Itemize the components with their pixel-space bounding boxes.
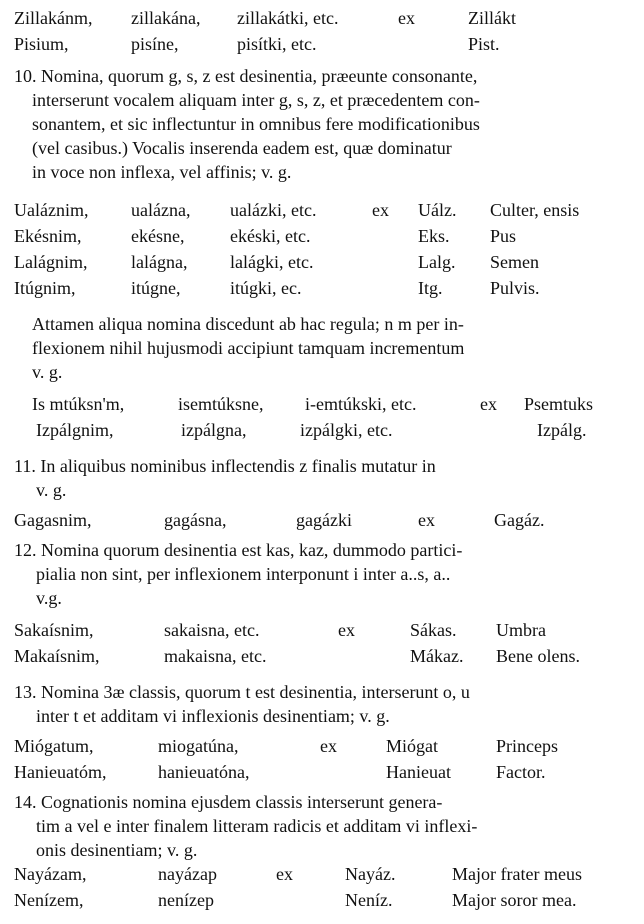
paragraph-line: 13. Nomina 3æ classis, quorum t est desinentia, interserunt o, u (14, 682, 470, 702)
table-row (0, 392, 644, 416)
form-2: ualázna, (131, 200, 191, 220)
paragraph-line: v.g. (36, 588, 62, 608)
root-word: Gagáz. (494, 510, 545, 530)
form-3: lalágki, etc. (230, 252, 314, 272)
table-row (0, 618, 644, 642)
meaning: Pus (490, 226, 517, 246)
form-1: Izpálgnim, (36, 420, 114, 440)
ex-word: ex (418, 510, 435, 530)
paragraph-line: inter t et additam vi inflexionis desinentiam; v. g. (36, 706, 390, 726)
form-3: gagázki (296, 510, 352, 530)
paragraph-line: 10. Nomina, quorum g, s, z est desinentia, præeunte consonante, (14, 66, 478, 86)
table-row (0, 862, 644, 886)
form-1: Ualáznim, (14, 200, 89, 220)
rule-14-paragraph (14, 790, 624, 862)
paragraph-line: interserunt vocalem aliquam inter g, s, z, et præcedentem con- (32, 90, 480, 110)
rule-12-paragraph (14, 538, 624, 610)
root-word: Psemtuks (524, 394, 594, 414)
meaning: Bene olens. (496, 646, 580, 666)
table-row (0, 644, 644, 668)
meaning: Culter, ensis (490, 200, 580, 220)
table-row (0, 250, 644, 274)
meaning: Umbra (496, 620, 546, 640)
form-3: itúgki, ec. (230, 278, 302, 298)
form-1: Nayázam, (14, 864, 87, 884)
root-word: Neníz. (345, 890, 393, 910)
form-2: hanieuatóna, (158, 762, 250, 782)
form-1: Zillakánm, (14, 8, 93, 28)
table-row (0, 508, 644, 532)
table-row (0, 888, 644, 912)
root-word: Eks. (418, 226, 450, 246)
form-1: Hanieuatóm, (14, 762, 107, 782)
form-1: Ekésnim, (14, 226, 82, 246)
ex-word: ex (338, 620, 355, 640)
table-row (0, 760, 644, 784)
meaning: Pulvis. (490, 278, 540, 298)
form-2: lalágna, (131, 252, 188, 272)
meaning: Semen (490, 252, 539, 272)
paragraph-line: in voce non inflexa, vel affinis; v. g. (32, 162, 292, 182)
form-2: miogatúna, (158, 736, 239, 756)
meaning: Princeps (496, 736, 558, 756)
paragraph-line: 11. In aliquibus nominibus inflectendis z finalis mutatur in (14, 456, 436, 476)
table-row (0, 418, 644, 442)
paragraph-line: v. g. (36, 480, 67, 500)
form-1: Pisium, (14, 34, 69, 54)
rule-10-paragraph (14, 64, 624, 184)
form-2: pisíne, (131, 34, 179, 54)
form-2: makaisna, etc. (164, 646, 267, 666)
ex-word: ex (320, 736, 337, 756)
form-2: gagásna, (164, 510, 227, 530)
form-3: pisítki, etc. (237, 34, 317, 54)
form-3: ualázki, etc. (230, 200, 317, 220)
ex-word: ex (480, 394, 497, 414)
paragraph-line: Attamen aliqua nomina discedunt ab hac regula; n m per in- (32, 314, 464, 334)
form-1: Itúgnim, (14, 278, 76, 298)
form-1: Miógatum, (14, 736, 94, 756)
paragraph-line: flexionem nihil hujusmodi accipiunt tamquam incrementum (32, 338, 465, 358)
root-word: Sákas. (410, 620, 457, 640)
paragraph-line: 12. Nomina quorum desinentia est kas, kaz, dummodo partici- (14, 540, 463, 560)
paragraph-line: (vel casibus.) Vocalis inserenda eadem est, quæ dominatur (32, 138, 452, 158)
form-2: izpálgna, (181, 420, 247, 440)
root-word: Mákaz. (410, 646, 464, 666)
form-2: sakaisna, etc. (164, 620, 260, 640)
root-word: Miógat (386, 736, 438, 756)
root-word: Nayáz. (345, 864, 396, 884)
form-1: Nenízem, (14, 890, 84, 910)
root-word: Pist. (468, 34, 500, 54)
table-row (0, 198, 644, 222)
form-1: Makaísnim, (14, 646, 100, 666)
ex-word: ex (276, 864, 293, 884)
form-3: ekéski, etc. (230, 226, 311, 246)
form-2: nenízep (158, 890, 214, 910)
rule-13-paragraph (14, 680, 624, 728)
paragraph-line: v. g. (32, 362, 63, 382)
paragraph-line: tim a vel e inter finalem litteram radicis et additam vi inflexi- (36, 816, 478, 836)
ex-word: ex (398, 8, 415, 28)
form-1: Gagasnim, (14, 510, 92, 530)
root-word: Lalg. (418, 252, 456, 272)
form-1: Sakaísnim, (14, 620, 94, 640)
paragraph-line: pialia non sint, per inflexionem interponunt i inter a..s, a.. (36, 564, 451, 584)
root-word: Hanieuat (386, 762, 451, 782)
rule-11-paragraph (14, 454, 624, 502)
form-3: i-emtúkski, etc. (305, 394, 417, 414)
table-row (0, 32, 644, 56)
form-1: Lalágnim, (14, 252, 88, 272)
form-2: zillakána, (131, 8, 201, 28)
root-word: Izpálg. (537, 420, 587, 440)
form-2: isemtúksne, (178, 394, 264, 414)
paragraph-line: onis desinentiam; v. g. (36, 840, 198, 860)
root-word: Itg. (418, 278, 443, 298)
table-row (0, 734, 644, 758)
attamen-paragraph (32, 312, 642, 384)
form-2: nayázap (158, 864, 217, 884)
meaning: Major frater meus (452, 864, 582, 884)
table-row (0, 276, 644, 300)
form-3: zillakátki, etc. (237, 8, 339, 28)
form-2: itúgne, (131, 278, 181, 298)
form-3: izpálgki, etc. (300, 420, 393, 440)
paragraph-line: 14. Cognationis nomina ejusdem classis interserunt genera- (14, 792, 443, 812)
root-word: Uálz. (418, 200, 457, 220)
ex-word: ex (372, 200, 389, 220)
table-row (0, 6, 644, 30)
meaning: Major soror mea. (452, 890, 577, 910)
table-row (0, 224, 644, 248)
meaning: Factor. (496, 762, 546, 782)
form-2: ekésne, (131, 226, 185, 246)
form-1: Is mtúksn'm, (32, 394, 125, 414)
root-word: Zillákt (468, 8, 516, 28)
paragraph-line: sonantem, et sic inflectuntur in omnibus fere modificationibus (32, 114, 480, 134)
